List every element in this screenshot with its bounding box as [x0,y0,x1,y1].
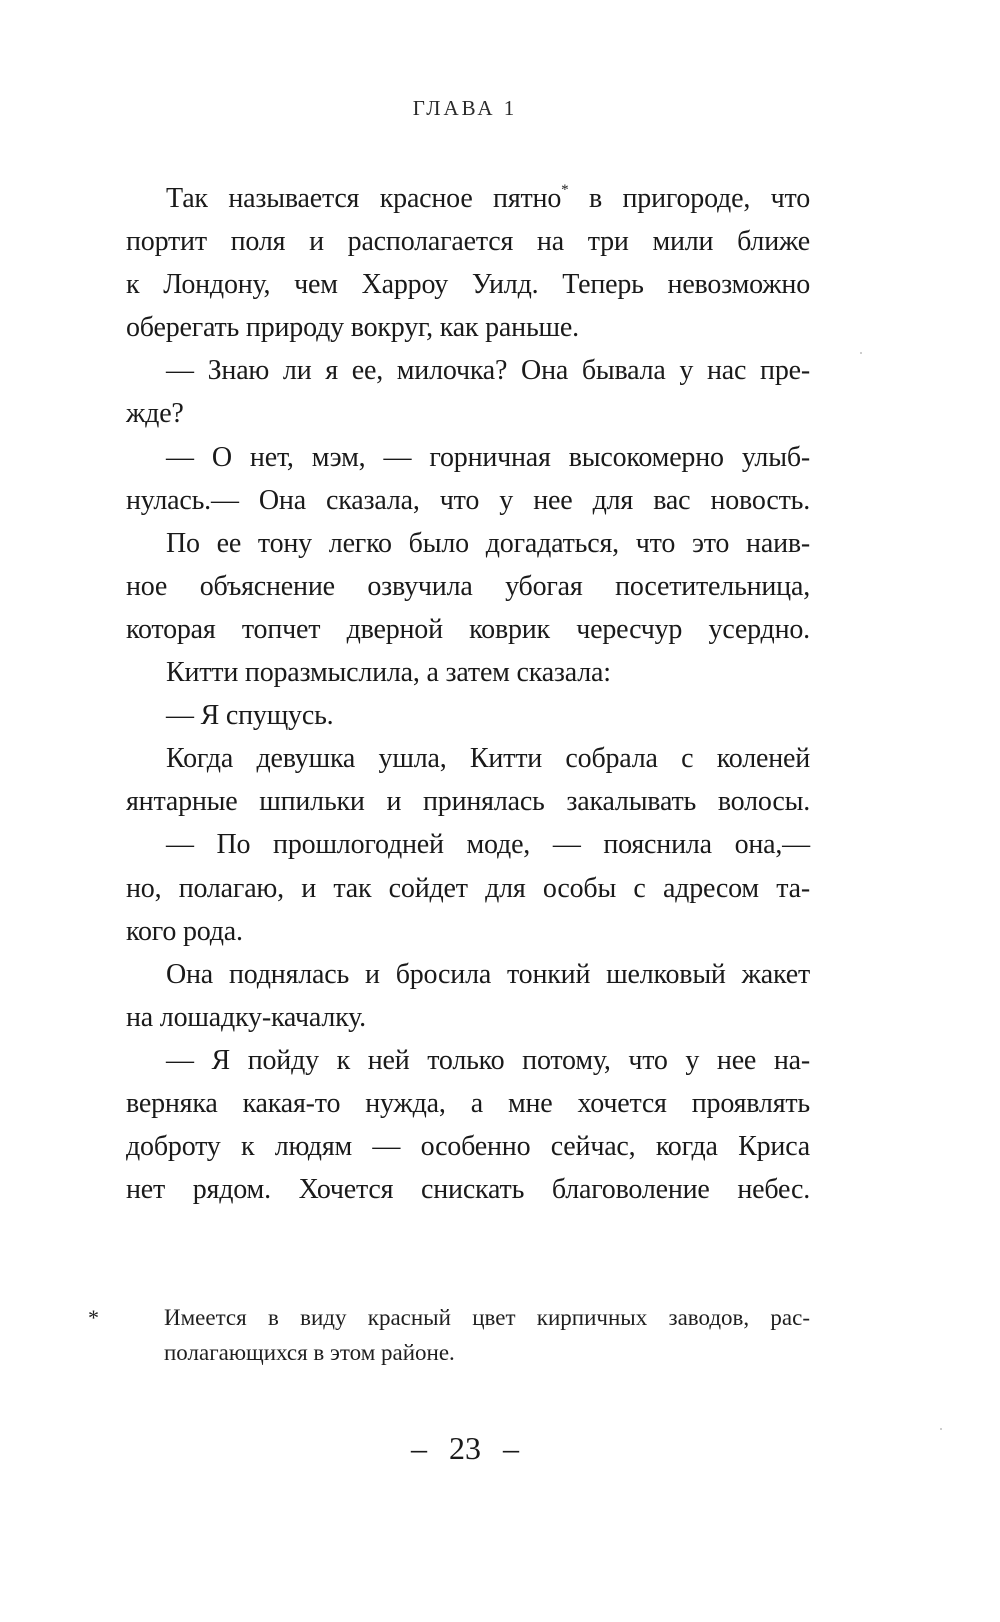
text-line [126,651,810,694]
footnote-mark: * [88,1305,99,1330]
text-line-content: жде? [126,398,184,430]
text-line [126,306,810,349]
text-line [126,220,810,263]
text-line-content: доброту к людям — особенно сейчас, когда Криса [126,1131,810,1163]
text-line [126,867,810,910]
text-line-content: — Знаю ли я ее, милочка? Она бывала у нас пре- [166,355,810,387]
text-line [126,1039,810,1082]
text-line-content: По ее тону легко было догадаться, что это наив- [166,527,810,559]
text-line-content: к Лондону, чем Харроу Уилд. Теперь невозможно [126,269,810,301]
text-line [126,910,810,953]
footnote-line-1 [88,1300,810,1335]
text-line [126,177,810,220]
text-line [126,263,810,306]
text-line [126,1082,810,1125]
text-line-content: Так называется красное пятно [166,183,562,214]
text-line-content: портит поля и располагается на три мили ближе [126,226,810,258]
text-line [126,1125,810,1168]
text-line-content: янтарные шпильки и принялась закалывать волосы. [126,786,810,818]
text-line-content: верняка какая-то нужда, а мне хочется проявлять [126,1087,810,1119]
text-line-content: которая топчет дверной коврик чересчур усердно. [126,613,810,645]
text-line [126,953,810,996]
footnote-text-1: Имеется в виду красный цвет кирпичных заводов, рас- [164,1305,810,1330]
text-line-content: на лошадку-качалку. [126,1001,366,1033]
text-line-content: кого рода. [126,915,243,947]
text-line [126,1168,810,1211]
text-line [126,522,810,565]
text-line-content: — Я спущусь. [166,700,334,732]
body-text [126,177,810,1211]
text-line [126,996,810,1039]
text-line [126,392,810,435]
text-line-content: — О нет, мэм, — горничная высокомерно улыб- [166,441,810,473]
page-number-dash-left: – [411,1430,427,1466]
text-line [126,737,810,780]
footnote-reference-mark: * [561,182,569,198]
page-number [0,1430,930,1467]
text-line [126,608,810,651]
text-line-content: ное объяснение озвучила убогая посетительница, [126,570,810,602]
text-line [126,780,810,823]
text-line [126,694,810,737]
text-line-content-after: в пригороде, что [568,183,810,214]
text-line-content: — По прошлогодней моде, — пояснила она,— [166,829,810,861]
text-line-content: нет рядом. Хочется снискать благоволение небес. [126,1174,810,1206]
text-line-content: нулась.— Она сказала, что у нее для вас новость. [126,484,810,516]
text-line-content: оберегать природу вокруг, как раньше. [126,312,579,344]
text-line-content: Она поднялась и бросила тонкий шелковый жакет [166,958,810,990]
text-line-content: Когда девушка ушла, Китти собрала с коленей [166,743,810,775]
text-line [126,479,810,522]
text-line-content: Китти поразмыслила, а затем сказала: [166,657,611,689]
text-line [126,349,810,392]
text-line-content: — Я пойду к ней только потому, что у нее на- [166,1044,810,1076]
text-line [126,823,810,866]
text-line [126,436,810,479]
footnote-line-2: полагающихся в этом районе. [164,1340,455,1365]
footnote [88,1300,810,1370]
page-number-value: 23 [449,1430,481,1466]
paper-speck [860,352,862,354]
text-line-content: но, полагаю, и так сойдет для особы с адресом та- [126,872,810,904]
running-head: ГЛАВА 1 [412,96,518,120]
text-line [126,565,810,608]
page-number-dash-right: – [503,1430,519,1466]
paper-speck [940,1428,942,1430]
